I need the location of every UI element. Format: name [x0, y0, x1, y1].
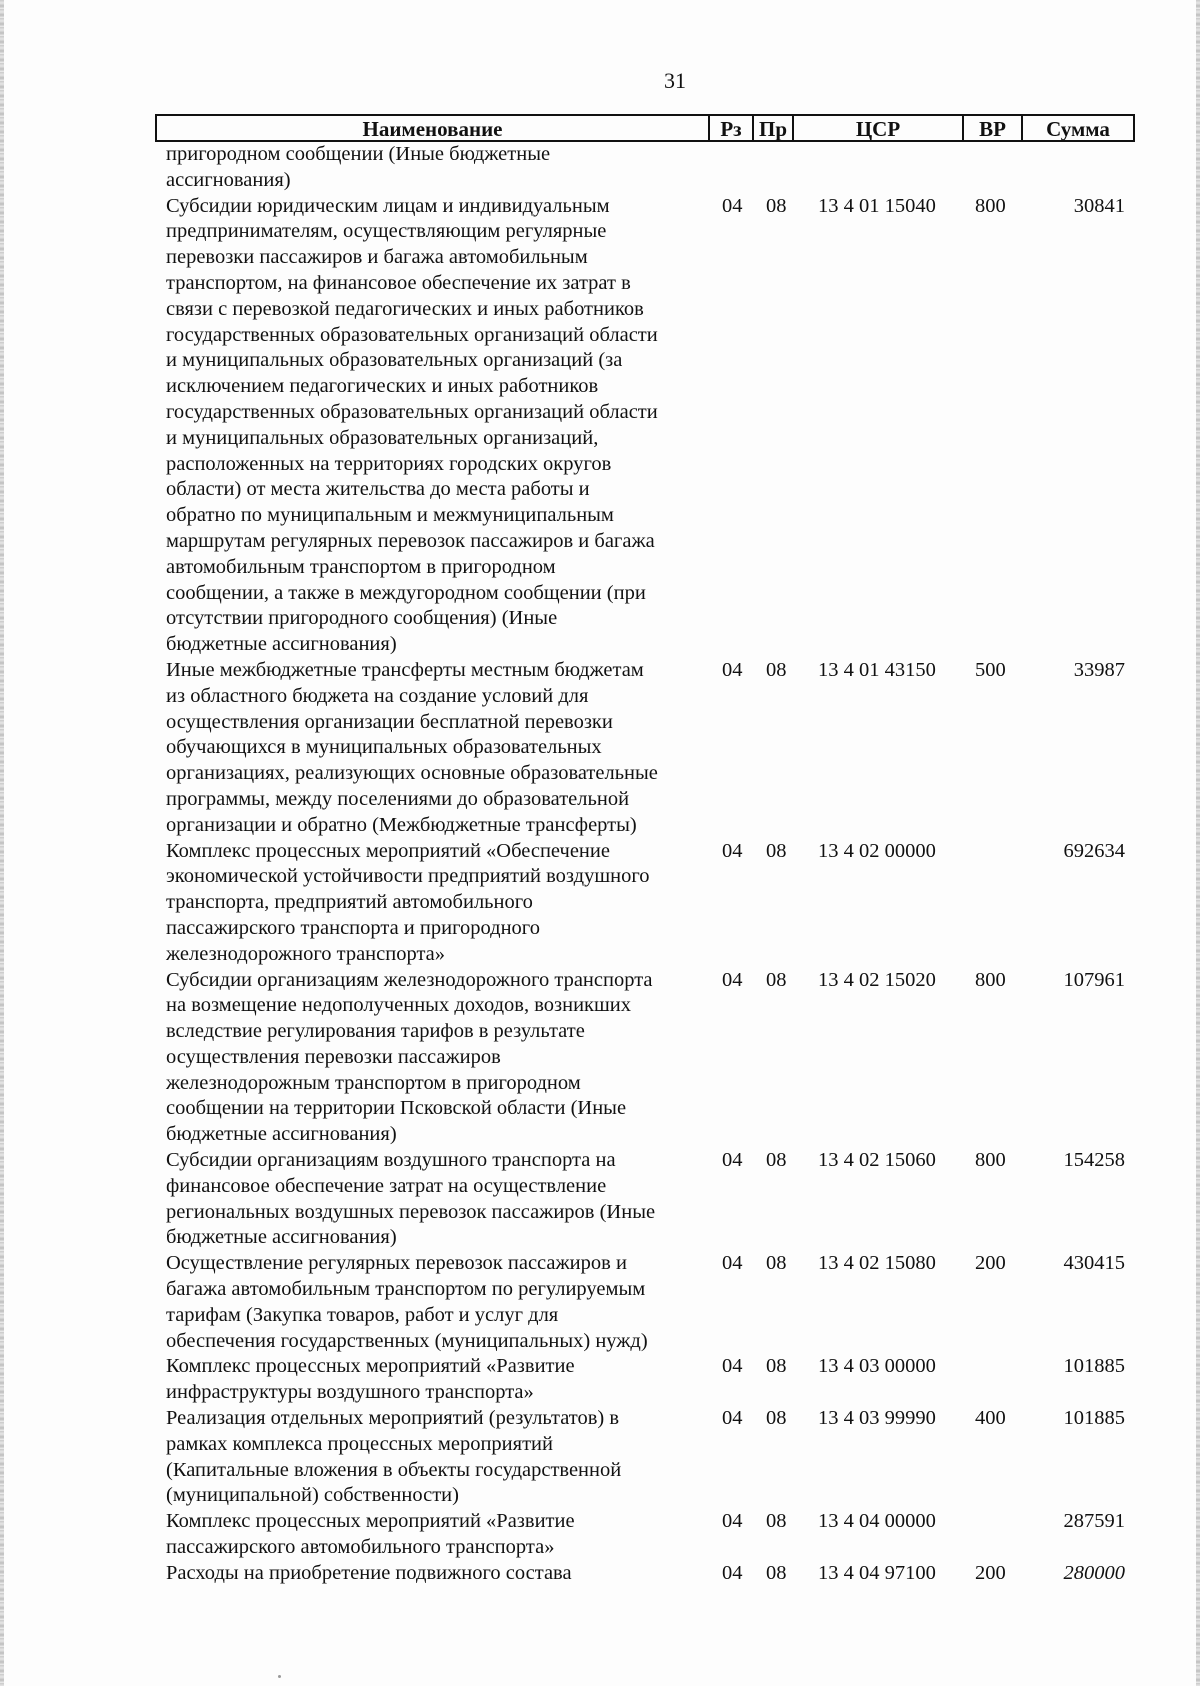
table-row — [0, 142, 1200, 194]
row-name: пригородном сообщении (Иные бюджетные ассигнования) — [166, 143, 551, 191]
row-csr: 13 4 02 00000 — [818, 839, 936, 862]
row-vr: 500 — [975, 658, 1006, 681]
row-pr: 08 — [766, 839, 787, 862]
row-csr: 13 4 01 43150 — [818, 658, 936, 681]
table-row — [0, 658, 1200, 839]
table-row — [0, 194, 1200, 658]
row-sum: 107961 — [1063, 968, 1125, 991]
table-row — [0, 1148, 1200, 1251]
row-csr: 13 4 04 97100 — [818, 1561, 936, 1584]
row-rz: 04 — [722, 1252, 743, 1275]
row-sum: 33987 — [1073, 658, 1125, 681]
row-name: Субсидии организациям железнодорожного транспорта на возмещение недополученных доходов, возникших вследствие регулирования тарифов в результате осуществления перевозки пассажиров железнодорожным транспортом в пригородном сообщении на территории Псковской области (Иные бюджетные ассигнования) — [166, 968, 653, 1146]
row-csr: 13 4 02 15020 — [818, 968, 936, 991]
row-pr: 08 — [766, 1149, 787, 1172]
row-sum: 280000 — [1063, 1561, 1125, 1584]
row-sum: 287591 — [1063, 1510, 1125, 1533]
row-name: Комплекс процессных мероприятий «Развитие инфраструктуры воздушного транспорта» — [166, 1355, 575, 1404]
row-rz: 04 — [722, 1149, 743, 1172]
row-csr: 13 4 03 99990 — [818, 1407, 936, 1430]
scan-speck — [278, 1675, 281, 1678]
row-vr: 800 — [975, 1149, 1006, 1172]
table-row — [0, 1406, 1200, 1509]
row-name: Субсидии юридическим лицам и индивидуальным предпринимателям, осуществляющим регулярные перевозки пассажиров и багажа автомобильным транспортом, на финансовое обеспечение их затрат в связи с перевозкой педагогических и иных работников государственных образовательных организаций области и муниципальных образовательных организаций (за исключением педагогических и иных работников государственных образовательных организаций области и муниципальных образовательных организаций, расположенных на территориях городских округов области) от места жительства до места работы и обратно по муниципальным и межмуниципальным маршрутам регулярных перевозок пассажиров и багажа автомобильным транспортом в пригородном сообщении, а также в междугородном сообщении (при отсутствии пригородного сообщения) (Иные бюджетные ассигнования) — [166, 194, 658, 656]
row-name: Субсидии организациям воздушного транспорта на финансовое обеспечение затрат на осуществление региональных воздушных перевозок пассажиров (Иные бюджетные ассигнования) — [166, 1149, 656, 1249]
row-sum: 101885 — [1063, 1355, 1125, 1378]
row-pr: 08 — [766, 1252, 787, 1275]
row-rz: 04 — [722, 1355, 743, 1378]
table-body — [0, 142, 1200, 1587]
row-name: Иные межбюджетные трансферты местным бюджетам из областного бюджета на создание условий для осуществления организации бесплатной перевозки обучающихся в муниципальных образовательных организациях, реализующих основные образовательные программы, между поселениями до образовательной организации и обратно (Межбюджетные трансферты) — [166, 658, 658, 836]
row-vr: 200 — [975, 1252, 1006, 1275]
table-row — [0, 968, 1200, 1149]
row-pr: 08 — [766, 1355, 787, 1378]
table-row — [0, 1354, 1200, 1406]
row-pr: 08 — [766, 1407, 787, 1430]
header-sum: Сумма — [1046, 117, 1110, 141]
row-sum: 430415 — [1063, 1252, 1125, 1275]
row-vr: 400 — [975, 1407, 1006, 1430]
row-name: Реализация отдельных мероприятий (результатов) в рамках комплекса процессных мероприятий (Капитальные вложения в объекты государственной (муниципальной) собственности) — [166, 1407, 622, 1507]
header-rz: Рз — [710, 116, 754, 140]
row-vr: 800 — [975, 968, 1006, 991]
row-vr: 800 — [975, 194, 1006, 217]
row-csr: 13 4 03 00000 — [818, 1355, 936, 1378]
row-sum: 692634 — [1063, 839, 1125, 862]
row-pr: 08 — [766, 1561, 787, 1584]
row-sum: 154258 — [1063, 1149, 1125, 1172]
header-vr: ВР — [964, 116, 1023, 140]
row-csr: 13 4 02 15060 — [818, 1149, 936, 1172]
row-rz: 04 — [722, 1510, 743, 1533]
table-row — [0, 1509, 1200, 1561]
row-csr: 13 4 01 15040 — [818, 194, 936, 217]
row-rz: 04 — [722, 658, 743, 681]
table-row — [0, 839, 1200, 968]
row-name: Осуществление регулярных перевозок пассажиров и багажа автомобильным транспортом по регулируемым тарифам (Закупка товаров, работ и услуг для обеспечения государственных (муниципальных) нужд) — [166, 1252, 648, 1352]
header-name: Наименование — [157, 116, 710, 140]
row-sum: 30841 — [1073, 194, 1125, 217]
row-pr: 08 — [766, 1510, 787, 1533]
row-rz: 04 — [722, 968, 743, 991]
row-name: Комплекс процессных мероприятий «Обеспечение экономической устойчивости предприятий воздушного транспорта, предприятий автомобильного пассажирского транспорта и пригородного железнодорожного транспорта» — [166, 839, 650, 965]
row-pr: 08 — [766, 968, 787, 991]
row-sum: 101885 — [1063, 1407, 1125, 1430]
header-csr: ЦСР — [794, 116, 964, 140]
row-rz: 04 — [722, 194, 743, 217]
table-row — [0, 1251, 1200, 1354]
page-number: 31 — [664, 68, 686, 93]
row-csr: 13 4 04 00000 — [818, 1510, 936, 1533]
row-rz: 04 — [722, 1561, 743, 1584]
row-vr: 200 — [975, 1561, 1006, 1584]
row-rz: 04 — [722, 839, 743, 862]
row-pr: 08 — [766, 658, 787, 681]
header-pr: Пр — [754, 116, 794, 140]
row-name: Комплекс процессных мероприятий «Развитие пассажирского автомобильного транспорта» — [166, 1510, 575, 1559]
row-pr: 08 — [766, 194, 787, 217]
row-name: Расходы на приобретение подвижного состава — [166, 1561, 572, 1584]
table-row — [0, 1561, 1200, 1587]
table-header — [155, 114, 1135, 142]
row-rz: 04 — [722, 1407, 743, 1430]
row-csr: 13 4 02 15080 — [818, 1252, 936, 1275]
